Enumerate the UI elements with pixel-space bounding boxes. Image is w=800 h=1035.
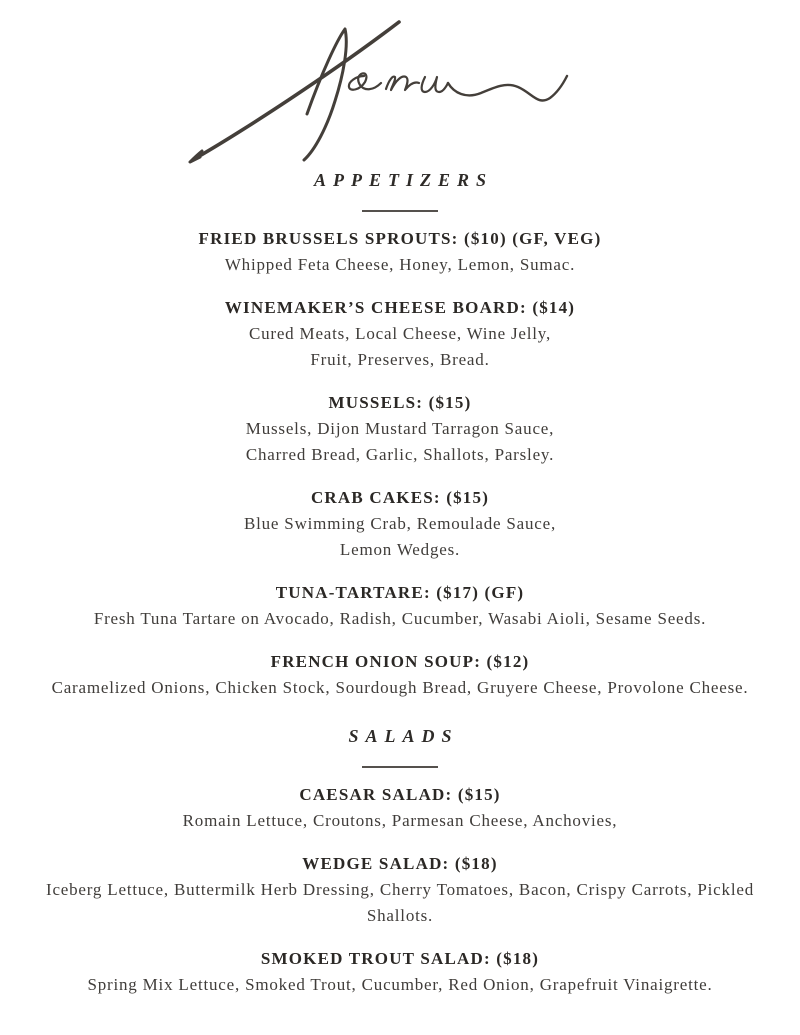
menu-item <box>16 649 784 701</box>
item-description-line: Spring Mix Lettuce, Smoked Trout, Cucumber, Red Onion, Grapefruit Vinaigrette. <box>87 974 713 994</box>
item-description <box>16 675 784 701</box>
menu-item <box>16 295 784 373</box>
item-description-line: Blue Swimming Crab, Remoulade Sauce, <box>243 513 557 533</box>
section-items <box>16 782 784 998</box>
item-description <box>16 972 784 998</box>
item-title: TUNA-TARTARE: ($17) (GF) <box>275 582 525 602</box>
item-description-line: Caramelized Onions, Chicken Stock, Sourdough Bread, Gruyere Cheese, Provolone Cheese. <box>51 677 749 697</box>
item-description <box>16 416 784 468</box>
item-description <box>16 808 784 834</box>
menu-item <box>16 782 784 834</box>
menu-item <box>16 226 784 278</box>
menu-section <box>16 721 784 998</box>
item-title: FRIED BRUSSELS SPROUTS: ($10) (GF, VEG) <box>198 228 602 248</box>
item-title: FRENCH ONION SOUP: ($12) <box>270 651 530 671</box>
item-description-line: Fruit, Preserves, Bread. <box>310 349 490 369</box>
item-title: SMOKED TROUT SALAD: ($18) <box>260 948 540 968</box>
item-description <box>16 252 784 278</box>
item-title: WINEMAKER’S CHEESE BOARD: ($14) <box>224 297 576 317</box>
item-description-line: Whipped Feta Cheese, Honey, Lemon, Sumac. <box>224 254 576 274</box>
menu-item <box>16 390 784 468</box>
item-description-line: Cured Meats, Local Cheese, Wine Jelly, <box>248 323 552 343</box>
item-description-line: Shallots. <box>366 905 434 925</box>
section-heading-underline <box>362 766 438 768</box>
item-description-line: Romain Lettuce, Croutons, Parmesan Cheese, Anchovies, <box>182 810 618 830</box>
section-heading-underline <box>362 210 438 212</box>
item-title: CAESAR SALAD: ($15) <box>299 784 501 804</box>
item-title: CRAB CAKES: ($15) <box>310 487 490 507</box>
menu-item <box>16 580 784 632</box>
item-description-line: Charred Bread, Garlic, Shallots, Parsley. <box>245 444 555 464</box>
section-heading: SALADS <box>348 725 459 746</box>
item-description-line: Fresh Tuna Tartare on Avocado, Radish, Cucumber, Wasabi Aioli, Sesame Seeds. <box>93 608 707 628</box>
menu-item <box>16 485 784 563</box>
item-title: WEDGE SALAD: ($18) <box>302 853 498 873</box>
item-description-line: Iceberg Lettuce, Buttermilk Herb Dressing, Cherry Tomatoes, Bacon, Crispy Carrots, Pickled <box>45 879 754 899</box>
item-title: MUSSELS: ($15) <box>328 392 472 412</box>
section-heading: APPETIZERS <box>313 169 494 190</box>
section-items <box>16 226 784 701</box>
item-description <box>16 511 784 563</box>
item-description <box>16 606 784 632</box>
menu-item <box>16 946 784 998</box>
menu-sections <box>16 165 784 998</box>
item-description-line: Lemon Wedges. <box>339 539 461 559</box>
item-description <box>16 321 784 373</box>
item-description <box>16 877 784 929</box>
menu-section <box>16 165 784 701</box>
item-description-line: Mussels, Dijon Mustard Tarragon Sauce, <box>245 418 555 438</box>
menu-item <box>16 851 784 929</box>
